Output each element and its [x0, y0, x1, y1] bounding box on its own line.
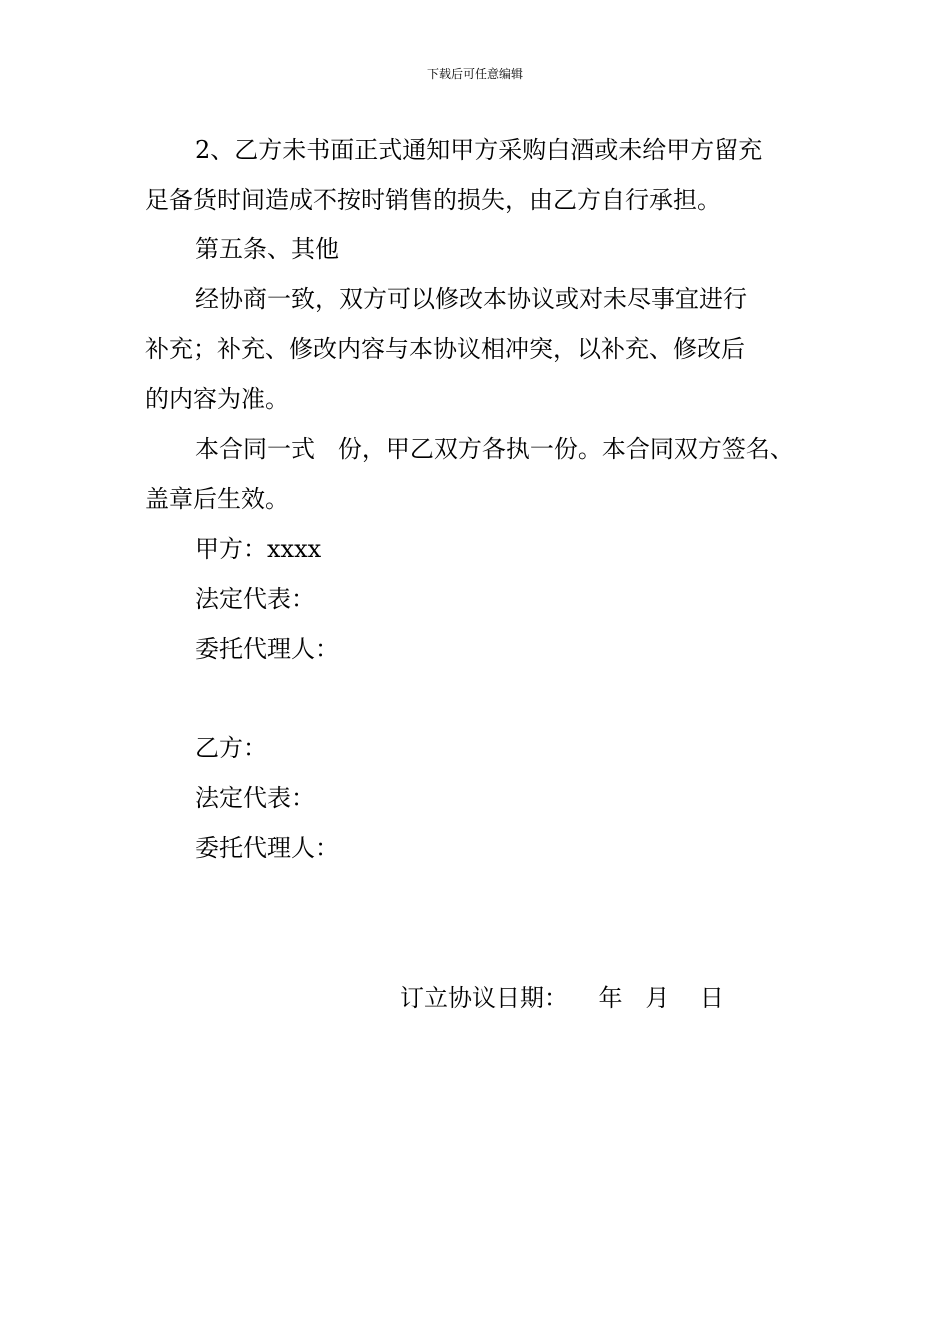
party-b-name: 乙方：	[195, 734, 267, 762]
header-note: 下载后可任意编辑	[426, 67, 523, 81]
party-a-agent: 委托代理人：	[195, 635, 339, 663]
party-a-legal-rep: 法定代表：	[195, 585, 315, 613]
party-b-legal-rep: 法定代表：	[195, 784, 315, 812]
para3-line1: 本合同一式 份，甲乙双方各执一份。本合同双方签名、	[195, 435, 794, 463]
agreement-date-line: 订立协议日期： 年 月 日	[400, 984, 724, 1012]
para2-line3: 的内容为准。	[145, 385, 289, 413]
para3-line2: 盖章后生效。	[145, 485, 289, 513]
para1-line1: 2、乙方未书面正式通知甲方采购白酒或未给甲方留充	[195, 136, 763, 164]
party-a-name: 甲方：xxxx	[195, 535, 322, 563]
para1-line2: 足备货时间造成不按时销售的损失，由乙方自行承担。	[145, 186, 721, 214]
para2-line1: 经协商一致，双方可以修改本协议或对未尽事宜进行	[195, 285, 747, 313]
para2-line2: 补充；补充、修改内容与本协议相冲突，以补充、修改后	[145, 335, 745, 363]
article5-heading: 第五条、其他	[195, 235, 339, 263]
party-b-agent: 委托代理人：	[195, 834, 339, 862]
